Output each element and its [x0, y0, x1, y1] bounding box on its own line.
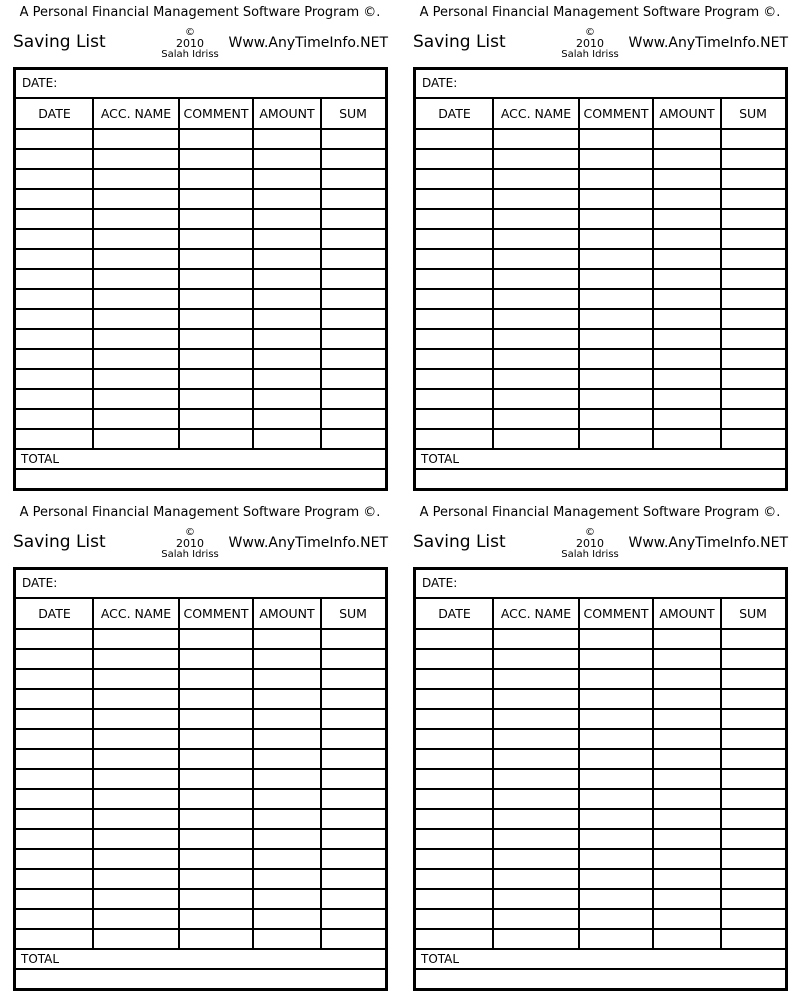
col-header-acc-name: ACC. NAME: [500, 106, 572, 121]
table-row[interactable]: [16, 290, 385, 310]
table-row[interactable]: [16, 370, 385, 390]
total-value-cell[interactable]: [16, 970, 385, 988]
column-divider: [252, 599, 254, 950]
table-row[interactable]: [16, 770, 385, 790]
copyright-icon: ©: [585, 527, 595, 538]
website-link: Www.AnyTimeInfo.NET: [228, 535, 388, 551]
col-header-acc-name: ACC. NAME: [100, 606, 172, 621]
table-row[interactable]: [16, 710, 385, 730]
table-row[interactable]: [16, 630, 385, 650]
saving-list-sheet: [0, 500, 400, 1000]
col-header-date: DATE: [38, 106, 71, 121]
program-tagline: A Personal Financial Management Software Program ©.: [419, 5, 781, 20]
table-row[interactable]: [416, 410, 785, 430]
col-header-amount: AMOUNT: [659, 606, 715, 621]
table-row[interactable]: [16, 190, 385, 210]
date-label: DATE:: [22, 76, 58, 90]
col-header-comment: COMMENT: [583, 606, 649, 621]
total-label: TOTAL: [421, 952, 460, 966]
table-header: [16, 99, 385, 130]
table-row[interactable]: [16, 170, 385, 190]
author-name: Salah Idriss: [161, 549, 219, 560]
col-header-amount: AMOUNT: [259, 106, 315, 121]
saving-list-sheet: [0, 0, 400, 500]
table-row[interactable]: [16, 850, 385, 870]
table-row[interactable]: [16, 650, 385, 670]
date-field[interactable]: [416, 70, 785, 99]
table-row[interactable]: [416, 690, 785, 710]
column-divider: [492, 599, 494, 950]
copyright-year: 2010: [576, 537, 604, 550]
table-row[interactable]: [416, 930, 785, 950]
column-divider: [92, 599, 94, 950]
column-divider: [178, 599, 180, 950]
table-header: [16, 599, 385, 630]
copyright-icon: ©: [185, 527, 195, 538]
col-header-sum: SUM: [739, 106, 767, 121]
table-row[interactable]: [16, 730, 385, 750]
table-row[interactable]: [16, 270, 385, 290]
table-row[interactable]: [416, 390, 785, 410]
table-row[interactable]: [416, 870, 785, 890]
table-body: [416, 630, 785, 950]
total-value-cell[interactable]: [16, 470, 385, 488]
table-row[interactable]: [16, 790, 385, 810]
date-label: DATE:: [422, 576, 458, 590]
table-row[interactable]: [416, 270, 785, 290]
col-header-comment: COMMENT: [583, 106, 649, 121]
col-header-amount: AMOUNT: [659, 106, 715, 121]
table-row[interactable]: [416, 630, 785, 650]
column-divider: [252, 99, 254, 450]
table-row[interactable]: [16, 750, 385, 770]
table-row[interactable]: [416, 790, 785, 810]
table-row[interactable]: [16, 350, 385, 370]
total-label: TOTAL: [21, 452, 60, 466]
column-divider: [320, 99, 322, 450]
program-tagline: A Personal Financial Management Software Program ©.: [19, 5, 381, 20]
table-row[interactable]: [16, 670, 385, 690]
col-header-sum: SUM: [739, 606, 767, 621]
table-row[interactable]: [416, 370, 785, 390]
table-body: [16, 130, 385, 450]
table-body: [16, 630, 385, 950]
table-row[interactable]: [16, 310, 385, 330]
total-value-cell[interactable]: [416, 470, 785, 488]
table-row[interactable]: [16, 870, 385, 890]
table-row[interactable]: [16, 250, 385, 270]
table-row[interactable]: [416, 850, 785, 870]
copyright-block: [150, 27, 230, 60]
table-header: [416, 99, 785, 130]
column-divider: [720, 99, 722, 450]
col-header-sum: SUM: [339, 106, 367, 121]
copyright-year: 2010: [576, 37, 604, 50]
table-row[interactable]: [16, 910, 385, 930]
copyright-block: [550, 527, 630, 560]
copyright-icon: ©: [185, 27, 195, 38]
table-row[interactable]: [416, 150, 785, 170]
table-row[interactable]: [16, 230, 385, 250]
table-row[interactable]: [416, 750, 785, 770]
copyright-block: [550, 27, 630, 60]
saving-table: [413, 67, 788, 491]
total-row: [416, 950, 785, 970]
author-name: Salah Idriss: [161, 49, 219, 60]
table-row[interactable]: [416, 770, 785, 790]
table-row[interactable]: [416, 650, 785, 670]
date-field[interactable]: [16, 570, 385, 599]
column-divider: [578, 99, 580, 450]
table-row[interactable]: [416, 910, 785, 930]
table-row[interactable]: [16, 130, 385, 150]
form-title: Saving List: [13, 32, 106, 52]
program-tagline: A Personal Financial Management Software Program ©.: [419, 505, 781, 520]
table-row[interactable]: [416, 230, 785, 250]
column-divider: [178, 99, 180, 450]
table-row[interactable]: [416, 290, 785, 310]
table-row[interactable]: [416, 810, 785, 830]
table-row[interactable]: [416, 430, 785, 450]
column-divider: [652, 599, 654, 950]
saving-list-sheet: [400, 500, 800, 1000]
website-link: Www.AnyTimeInfo.NET: [628, 535, 788, 551]
col-header-acc-name: ACC. NAME: [500, 606, 572, 621]
saving-table: [13, 67, 388, 491]
table-row[interactable]: [416, 130, 785, 150]
total-row: [16, 950, 385, 970]
total-row: [16, 450, 385, 470]
column-divider: [578, 599, 580, 950]
col-header-amount: AMOUNT: [259, 606, 315, 621]
copyright-year: 2010: [176, 37, 204, 50]
column-divider: [492, 99, 494, 450]
table-row[interactable]: [16, 410, 385, 430]
table-row[interactable]: [16, 890, 385, 910]
col-header-date: DATE: [438, 106, 471, 121]
author-name: Salah Idriss: [561, 49, 619, 60]
website-link: Www.AnyTimeInfo.NET: [228, 35, 388, 51]
table-row[interactable]: [416, 250, 785, 270]
saving-table: [13, 567, 388, 991]
table-row[interactable]: [16, 390, 385, 410]
author-name: Salah Idriss: [561, 549, 619, 560]
table-body: [416, 130, 785, 450]
col-header-comment: COMMENT: [183, 106, 249, 121]
saving-table: [413, 567, 788, 991]
column-divider: [720, 599, 722, 950]
total-row: [416, 450, 785, 470]
table-row[interactable]: [416, 190, 785, 210]
table-row[interactable]: [16, 830, 385, 850]
total-label: TOTAL: [421, 452, 460, 466]
table-row[interactable]: [16, 330, 385, 350]
date-field[interactable]: [416, 570, 785, 599]
table-header: [416, 599, 785, 630]
total-value-cell[interactable]: [416, 970, 785, 988]
copyright-block: [150, 527, 230, 560]
program-tagline: A Personal Financial Management Software Program ©.: [19, 505, 381, 520]
table-row[interactable]: [416, 730, 785, 750]
date-field[interactable]: [16, 70, 385, 99]
table-row[interactable]: [416, 170, 785, 190]
form-title: Saving List: [413, 32, 506, 52]
table-row[interactable]: [416, 210, 785, 230]
copyright-year: 2010: [176, 537, 204, 550]
table-row[interactable]: [416, 350, 785, 370]
table-row[interactable]: [416, 670, 785, 690]
table-row[interactable]: [16, 810, 385, 830]
form-title: Saving List: [13, 532, 106, 552]
col-header-sum: SUM: [339, 606, 367, 621]
total-label: TOTAL: [21, 952, 60, 966]
table-row[interactable]: [16, 430, 385, 450]
column-divider: [320, 599, 322, 950]
table-row[interactable]: [16, 930, 385, 950]
form-title: Saving List: [413, 532, 506, 552]
column-divider: [92, 99, 94, 450]
table-row[interactable]: [416, 310, 785, 330]
col-header-date: DATE: [38, 606, 71, 621]
saving-list-sheet: [400, 0, 800, 500]
date-label: DATE:: [22, 576, 58, 590]
table-row[interactable]: [16, 210, 385, 230]
copyright-icon: ©: [585, 27, 595, 38]
table-row[interactable]: [416, 830, 785, 850]
column-divider: [652, 99, 654, 450]
table-row[interactable]: [16, 690, 385, 710]
col-header-comment: COMMENT: [183, 606, 249, 621]
table-row[interactable]: [416, 710, 785, 730]
table-row[interactable]: [416, 330, 785, 350]
table-row[interactable]: [416, 890, 785, 910]
col-header-date: DATE: [438, 606, 471, 621]
table-row[interactable]: [16, 150, 385, 170]
col-header-acc-name: ACC. NAME: [100, 106, 172, 121]
website-link: Www.AnyTimeInfo.NET: [628, 35, 788, 51]
date-label: DATE:: [422, 76, 458, 90]
